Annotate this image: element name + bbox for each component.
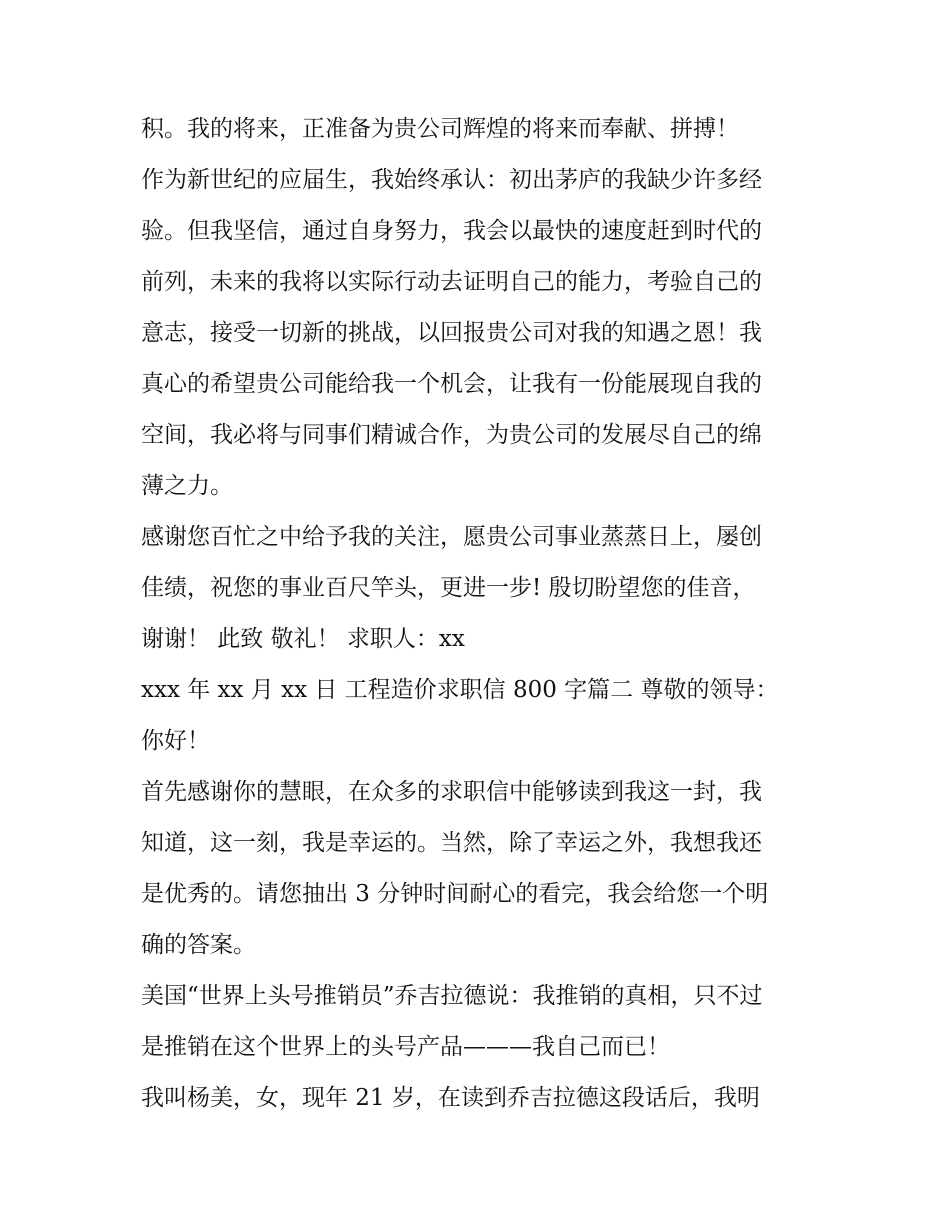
text-line: xxx 年 xx 月 xx 日 工程造价求职信 800 字篇二 尊敬的领导： xyxy=(141,677,779,703)
text-line: 前列，未来的我将以实际行动去证明自己的能力，考验自己的 xyxy=(141,269,762,295)
text-line: 积。我的将来，正准备为贵公司辉煌的将来而奉献、拼搏！ xyxy=(141,116,739,142)
text-line: 首先感谢你的慧眼，在众多的求职信中能够读到我这一封，我 xyxy=(141,779,762,805)
text-line: 意志，接受一切新的挑战，以回报贵公司对我的知遇之恩！我 xyxy=(141,320,762,346)
text-line: 薄之力。 xyxy=(141,473,233,499)
text-line: 确的答案。 xyxy=(141,932,256,958)
text-line: 你好！ xyxy=(141,728,210,754)
text-line: 验。但我坚信，通过自身努力，我会以最快的速度赶到时代的 xyxy=(141,218,762,244)
text-line: 真心的希望贵公司能给我一个机会，让我有一份能展现自我的 xyxy=(141,371,762,397)
document-body xyxy=(141,104,813,1124)
text-line: 佳绩，祝您的事业百尺竿头，更进一步! 殷切盼望您的佳音， xyxy=(141,575,756,601)
text-line: 是优秀的。请您抽出 3 分钟时间耐心的看完，我会给您一个明 xyxy=(141,881,769,907)
text-line: 作为新世纪的应届生，我始终承认：初出茅庐的我缺少许多经 xyxy=(141,167,762,193)
text-line: 是推销在这个世界上的头号产品———我自己而已！ xyxy=(141,1034,670,1060)
text-line: 我叫杨美，女，现年 21 岁，在读到乔吉拉德这段话后，我明 xyxy=(141,1085,760,1111)
text-line: 感谢您百忙之中给予我的关注，愿贵公司事业蒸蒸日上，屡创 xyxy=(141,524,762,550)
text-line: 空间，我必将与同事们精诚合作，为贵公司的发展尽自己的绵 xyxy=(141,422,762,448)
text-line: 美国“世界上头号推销员”乔吉拉德说：我推销的真相，只不过 xyxy=(141,983,763,1009)
text-line: 谢谢！ 此致 敬礼！ 求职人：xx xyxy=(141,626,465,652)
text-line: 知道，这一刻，我是幸运的。当然，除了幸运之外，我想我还 xyxy=(141,830,762,856)
